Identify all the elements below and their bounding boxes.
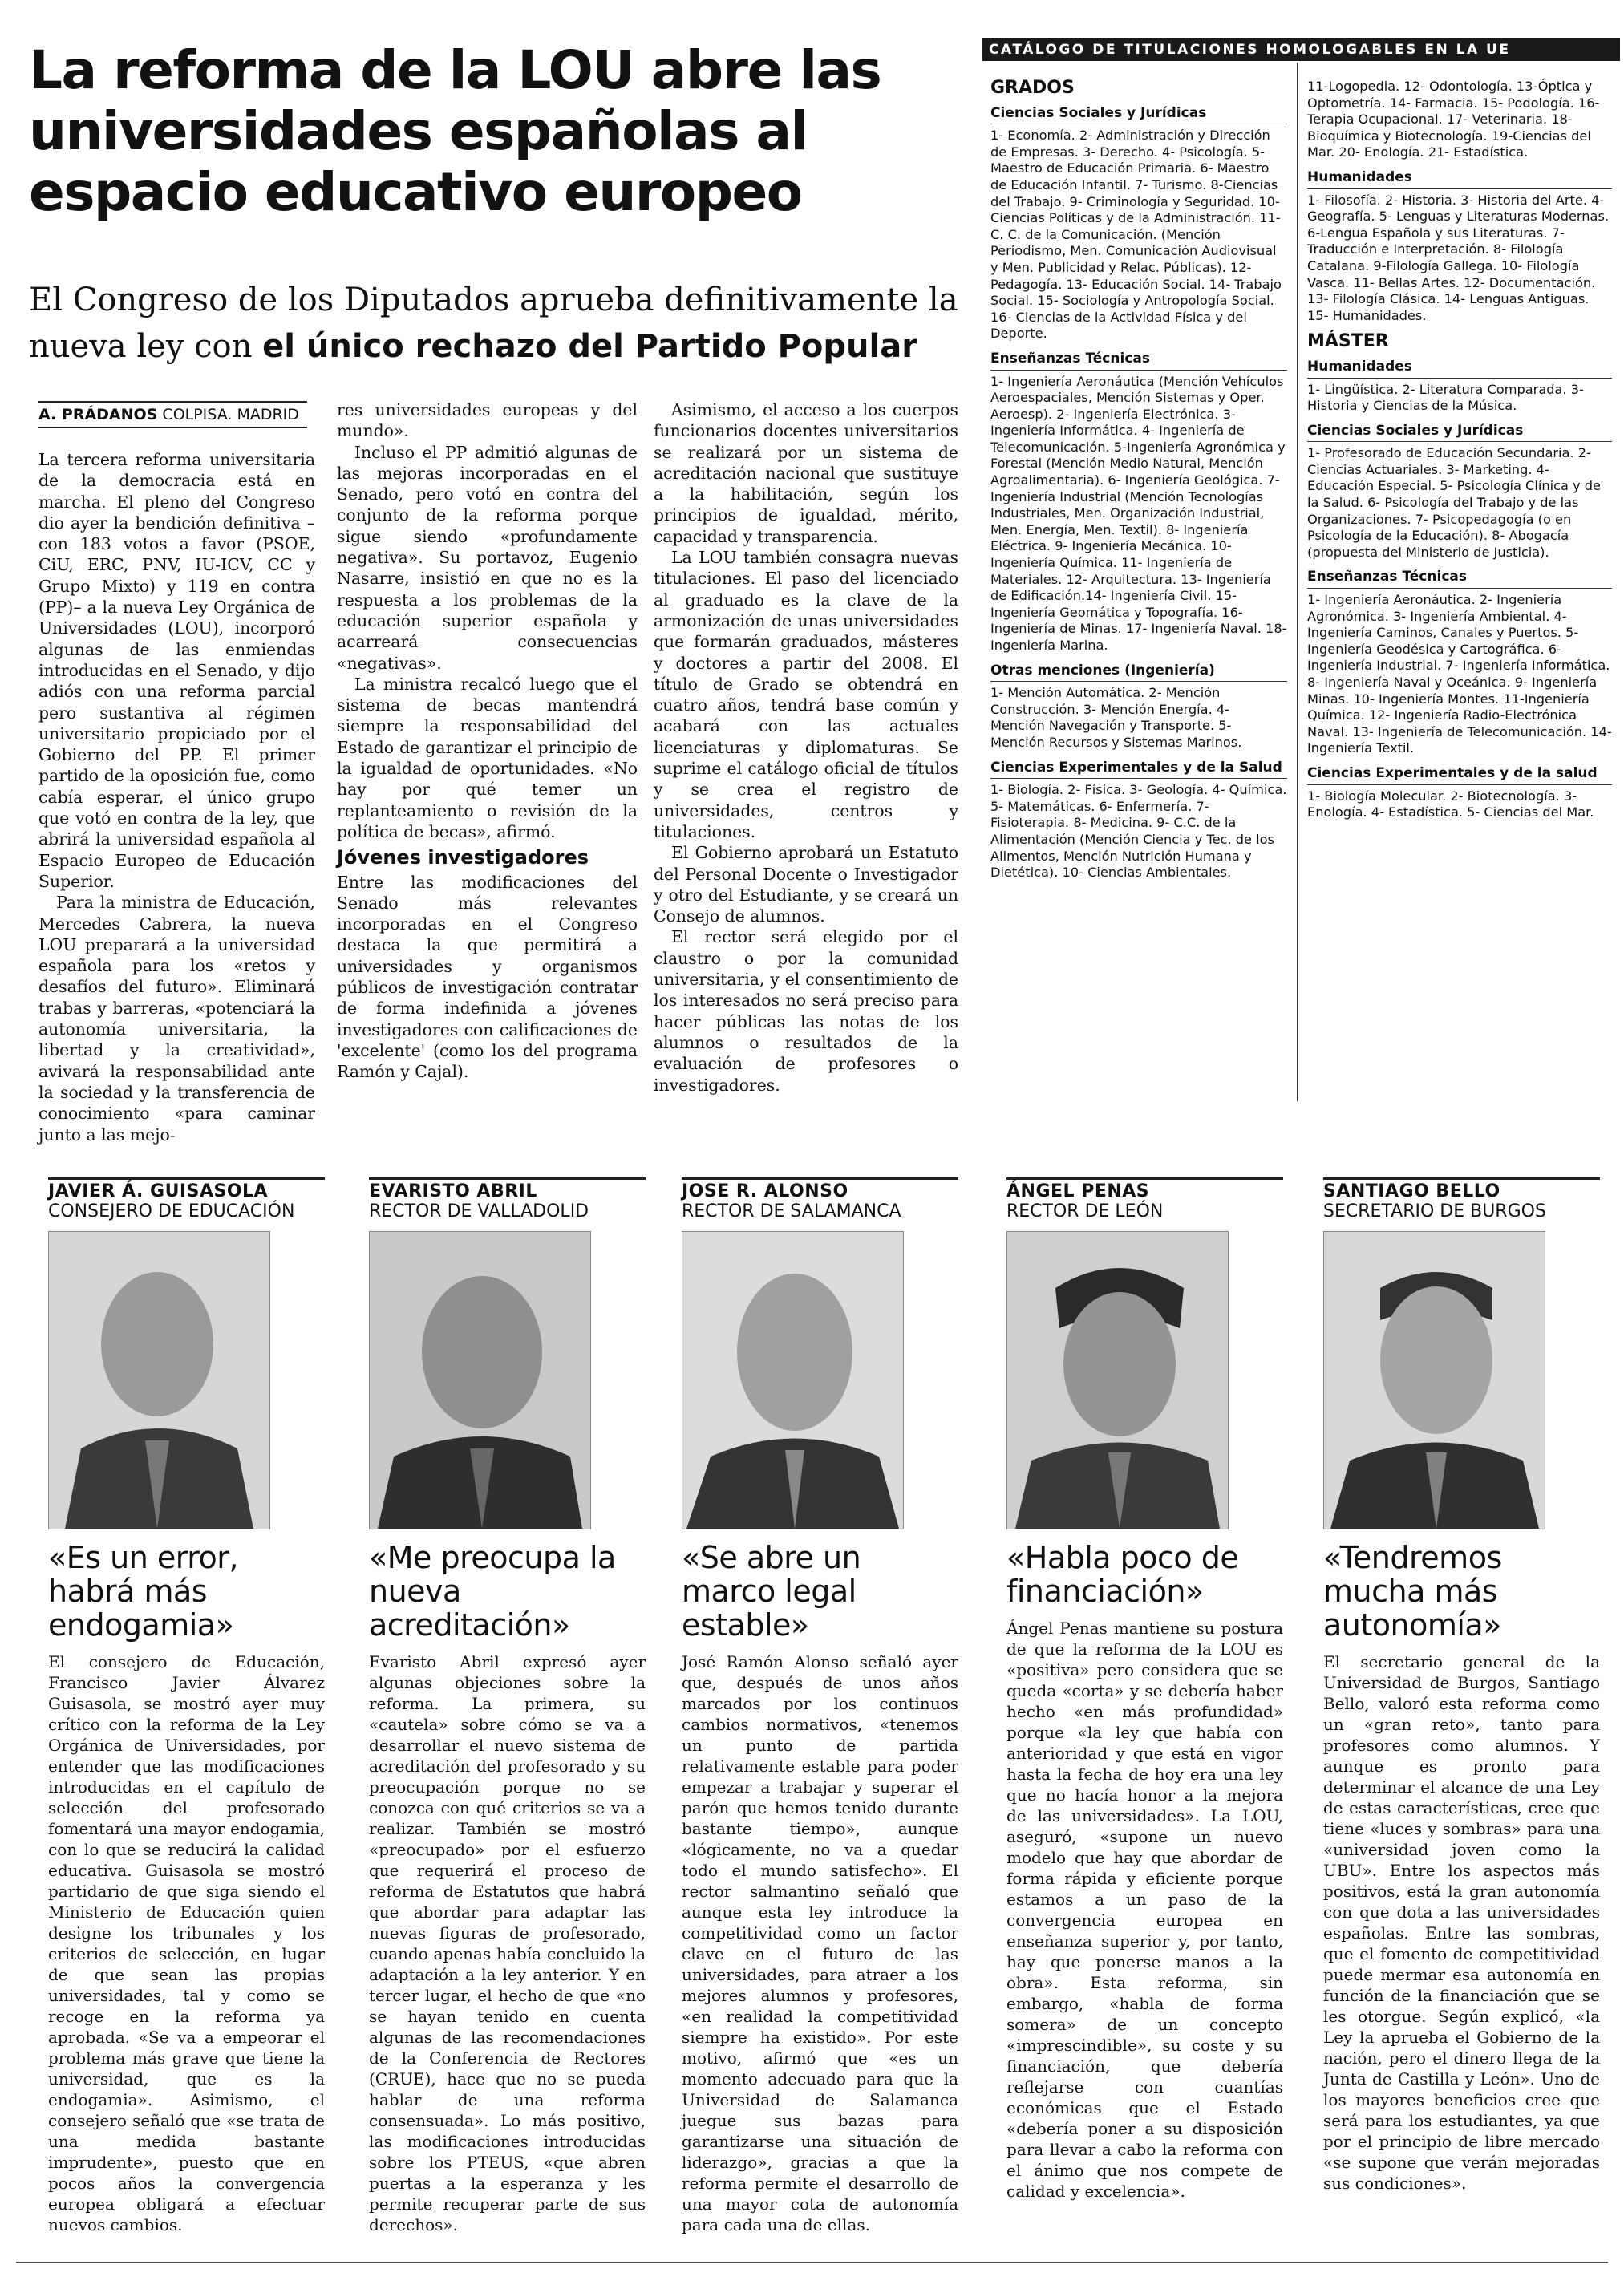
headline: La reforma de la LOU abre las universidades españolas al espacio educativo europeo bbox=[29, 39, 881, 223]
catalog-section-text: 1- Filosofía. 2- Historia. 3- Historia del Arte. 4- Geografía. 5- Lenguas y Literaturas Modernas. 6-Lengua Española y sus Literaturas. 7- Traducción e Interpretación. 8- Filología Catalana. 9-Filología Gallega. 10- Filología Vasca. 11- Bellas Artes. 12- Documentación. 13- Filología Clásica. 14- Lenguas Antiguas. 15- Humanidades. bbox=[1307, 192, 1610, 323]
catalog-grados-label: GRADOS bbox=[990, 78, 1075, 98]
portrait-photo bbox=[48, 1231, 270, 1529]
article-column-2 bbox=[337, 399, 638, 1083]
profile-alonso bbox=[682, 1177, 958, 2235]
profile-paragraph: El consejero de Educación, Francisco Javier Álvarez Guisasola, se mostró ayer muy crítico con la reforma de la Ley Orgánica de Universidades, por entender que las modificaciones introducidas en el capítulo de selección del profesorado fomentará una mayor endogamia, con lo que se reducirá la calidad educativa. Guisasola se mostró partidario de que siga siendo el Ministerio de Educación quien designe los tribunales y los criterios de selección, en lugar de que sean las propias universidades, tal y como se recoge en la reforma ya aprobada. «Se va a empeorar el problema más grave que tiene la universidad, que es la endogamia». Asimismo, el consejero señaló que «se trata de una medida bastante imprudente», puesto que en pocos años la convergencia europea obligará a efectuar nuevos cambios. bbox=[48, 1652, 325, 2234]
catalog-section-text: 1- Economía. 2- Administración y Dirección de Empresas. 3- Derecho. 4- Psicología. 5- Maestro de Educación Primaria. 6- Maestro de Educación Infantil. 7- Turismo. 8-Ciencias del Trabajo. 9- Criminología y Seguridad. 10- Ciencias Políticas y de la Administración. 11- C. C. de la Comunicación. (Mención Periodismo, Men. Comunicación Audiovisual y Men. Publicidad y Relac. Públicas). 12- Pedagogía. 13- Educación Social. 14- Trabajo Social. 15- Sociología y Antropología Social. 16- Ciencias de la Actividad Física y del Deporte. bbox=[990, 128, 1282, 342]
catalog-section-title: Ciencias Sociales y Jurídicas bbox=[1307, 423, 1612, 443]
article-paragraph: El rector será elegido por el claustro o por la comunidad universitaria, y el consentimiento de los interesados no será preciso para hacer públicas las notas de los alumnos o resultados de la evaluación de profesores o investigadores. bbox=[654, 927, 958, 1095]
catalog-section-text: 1- Ingeniería Aeronáutica. 2- Ingeniería Agronómica. 3- Ingeniería Ambiental. 4- Ingeniería Caminos, Canales y Puertos. 5- Ingeniería Geodésica y Cartográfica. 6- Ingeniería Industrial. 7- Ingeniería Informática. 8- Ingeniería Naval y Oceánica. 9- Ingeniería Minas. 10- Ingeniería Montes. 11-Ingeniería Química. 12- Ingeniería Radio-Electrónica Naval. 13- Ingeniería de Telecomunicación. 14- Ingeniería Textil. bbox=[1307, 592, 1612, 756]
portrait-photo bbox=[682, 1231, 904, 1529]
article-subheading: Jóvenes investigadores bbox=[337, 846, 589, 869]
catalog-sidebar bbox=[982, 38, 1620, 1101]
catalog-section bbox=[990, 105, 1287, 342]
profile-name: ÁNGEL PENAS bbox=[1006, 1177, 1283, 1201]
portrait-photo bbox=[369, 1231, 591, 1529]
article-paragraph: Entre las modificaciones del Senado más relevantes incorporadas en el Congreso destaca la que permitirá a universidades y organismos públicos de investigación contratar de forma indefinida a jóvenes investigadores con calificaciones de 'excelente' (como los del programa Ramón y Cajal). bbox=[337, 872, 638, 1082]
article-paragraph: Incluso el PP admitió algunas de las mejoras incorporadas en el Senado, pero votó en contra del conjunto de la reforma porque sigue siendo «profundamente negativa». Su portavoz, Eugenio Nasarre, insistió en que no es la respuesta a los problemas de la educación superior española y acarreará consecuencias «negativas». bbox=[337, 442, 638, 673]
profile-quote: «Es un error, habrá más endogamia» bbox=[48, 1540, 238, 1643]
profile-guisasola bbox=[48, 1177, 325, 2235]
catalog-section bbox=[1307, 169, 1612, 324]
catalog-divider bbox=[1297, 63, 1298, 1101]
catalog-section bbox=[1307, 423, 1612, 561]
catalog-section-text: 1- Biología. 2- Física. 3- Geología. 4- Química. 5- Matemáticas. 6- Enfermería. 7- Fisioterapia. 8- Medicina. 9- C.C. de la Alimentación (Mención Ciencia y Tec. de los Alimentos, Mención Nutrición Humana y Dietética). 10- Ciencias Ambientales. bbox=[990, 782, 1287, 881]
catalog-section-text: 1- Ingeniería Aeronáutica (Mención Vehículos Aeroespaciales, Mención Sistemas y Oper. Aeroesp). 2- Ingeniería Electrónica. 3-Ingeniería Informática. 4- Ingeniería de Telecomunicación. 5-Ingeniería Agronómica y Forestal (Mención Medio Natural, Mención Agroalimentaria). 6- Ingeniería Geológica. 7- Ingeniería Industrial (Mención Tecnologías Industriales, Men. Organización Industrial, Men. Energía, Men. Textil). 8- Ingeniería Eléctrica. 9- Ingeniería Mecánica. 10-Ingeniería Química. 11- Ingeniería de Materiales. 12- Arquitectura. 13- Ingeniería de Edificación.14- Ingeniería Civil. 15- Ingeniería Geomática y Topografía. 16- Ingeniería de Minas. 17- Ingeniería Naval. 18- Ingeniería Marina. bbox=[990, 373, 1287, 653]
profile-body bbox=[48, 1651, 325, 2235]
profile-bello bbox=[1323, 1177, 1600, 2194]
profile-quote: «Se abre un marco legal estable» bbox=[682, 1540, 861, 1643]
article-paragraph: Asimismo, el acceso a los cuerpos funcionarios docentes universitarios se realizará por un sistema de acreditación nacional que sustituye a la habilitación, según los principios de igualdad, mérito, capacidad y transparencia. bbox=[654, 400, 958, 546]
profile-title: RECTOR DE VALLADOLID bbox=[369, 1201, 589, 1222]
profile-penas bbox=[1006, 1177, 1283, 2202]
catalog-master-label: MÁSTER bbox=[1307, 331, 1389, 352]
catalog-section bbox=[1307, 569, 1612, 757]
catalog-section bbox=[990, 662, 1287, 752]
catalog-section-title: Enseñanzas Técnicas bbox=[1307, 569, 1612, 589]
byline bbox=[38, 401, 307, 428]
catalog-section bbox=[1307, 359, 1612, 415]
article-column-1 bbox=[38, 449, 315, 1145]
profile-title: RECTOR DE LEÓN bbox=[1006, 1201, 1164, 1222]
profile-name: JOSE R. ALONSO bbox=[682, 1177, 958, 1201]
profile-quote: «Tendremos mucha más autonomía» bbox=[1323, 1540, 1502, 1643]
profile-body bbox=[1323, 1651, 1600, 2194]
catalog-header: CATÁLOGO DE TITULACIONES HOMOLOGABLES EN LA UE bbox=[982, 38, 1620, 61]
profile-abril bbox=[369, 1177, 646, 2235]
article-paragraph: El Gobierno aprobará un Estatuto del Personal Docente o Investigador y otro del Estudiante, y se creará un Consejo de alumnos. bbox=[654, 843, 958, 926]
byline-author: A. PRÁDANOS bbox=[38, 406, 158, 423]
catalog-section-title: Ciencias Experimentales y de la Salud bbox=[990, 760, 1287, 780]
subheadline-regular: El Congreso de los Diputados aprueba definitivamente la nueva ley con bbox=[29, 282, 958, 365]
catalog-section-text: 1- Mención Automática. 2- Mención Construcción. 3- Mención Energía. 4- Mención Navegación y Transporte. 5- Mención Recursos y Sistemas Marinos. bbox=[990, 685, 1242, 750]
profile-paragraph: José Ramón Alonso señaló ayer que, después de unos años marcados por los continuos cambios normativos, «tenemos un punto de partida relativamente estable para poder empezar a trabajar y superar el parón que hemos tenido durante bastante tiempo», aunque «lógicamente, no va a quedar todo el mundo satisfecho». El rector salmantino señaló que aunque esta ley introduce la competitividad como un factor clave en el futuro de las universidades, para atraer a los mejores alumnos y profesores, «en realidad la competitividad siempre ha existido». Por este motivo, afirmó que «es un momento adecuado para que la Universidad de Salamanca juegue sus bazas para garantizarse una situación de liderazgo», gracias a que la reforma permite el desarrollo de una mayor cota de autonomía para cada una de ellas. bbox=[682, 1652, 958, 2234]
catalog-column-1 bbox=[990, 78, 1287, 886]
profile-name: SANTIAGO BELLO bbox=[1323, 1177, 1600, 1201]
catalog-section-text: 1- Biología Molecular. 2- Biotecnología. 3- Enología. 4- Estadística. 5- Ciencias del Mar. bbox=[1307, 788, 1594, 820]
profile-name: JAVIER Á. GUISASOLA bbox=[48, 1177, 325, 1201]
article-paragraph: Para la ministra de Educación, Mercedes Cabrera, la nueva LOU preparará a la universidad española para los «retos y desafíos del futuro». Eliminará trabas y barreras, «potenciará la autonomía universitaria, la libertad y la creatividad», avivará la responsabilidad ante la sociedad y la transferencia de conocimiento «para caminar junto a las mejo- bbox=[38, 893, 315, 1145]
profile-name: EVARISTO ABRIL bbox=[369, 1177, 646, 1201]
profile-title: CONSEJERO DE EDUCACIÓN bbox=[48, 1201, 295, 1222]
catalog-section bbox=[990, 350, 1287, 654]
catalog-section-title: Ciencias Experimentales y de la salud bbox=[1307, 765, 1612, 785]
catalog-section-title: Otras menciones (Ingeniería) bbox=[990, 662, 1287, 683]
catalog-section-title: Ciencias Sociales y Jurídicas bbox=[990, 105, 1287, 125]
portrait-photo bbox=[1323, 1231, 1545, 1529]
bottom-rule bbox=[16, 2262, 1608, 2263]
catalog-section-title: Enseñanzas Técnicas bbox=[990, 350, 1287, 371]
byline-source: COLPISA. MADRID bbox=[162, 406, 299, 423]
article-paragraph: La ministra recalcó luego que el sistema de becas mantendrá siempre la responsabilidad del Estado de garantizar el principio de la igualdad de oportunidades. «No hay por qué temer un replanteamiento o revisión de la política de becas», afirmó. bbox=[337, 674, 638, 841]
article-paragraph: La LOU también consagra nuevas titulaciones. El paso del licenciado al graduado es la clave de la armonización de unas universidades que formarán graduados, másteres y doctores a partir del 2008. El título de Grado se obtendrá en cuatro años, tendrá base común y acabará con las actuales licenciaturas y diplomaturas. Se suprime el catálogo oficial de títulos y se crea el registro de universidades, centros y titulaciones. bbox=[654, 548, 958, 841]
portrait-photo bbox=[1006, 1231, 1229, 1529]
profile-title: RECTOR DE SALAMANCA bbox=[682, 1201, 901, 1222]
profile-paragraph: Ángel Penas mantiene su postura de que la reforma de la LOU es «positiva» pero considera que se queda «corta» y se debería haber hecho «en más profundidad» porque «la ley que había con anterioridad y que está en vigor hasta la fecha de hoy era una ley que no hacía honor a la mejora de las universidades». La LOU, aseguró, «supone un nuevo modelo que hay que abordar de forma rápida y eficiente porque estamos a un paso de la convergencia europea en enseñanza superior y, por tanto, hay que ponerse manos a la obra». Esta reforma, sin embargo, «habla de forma somera» de un concepto «imprescindible», su coste y su financiación, que debería reflejarse con cuantías económicas que el Estado «debería poner a su disposición para llevar a cabo la reforma con el ánimo que nos compete de calidad y excelencia». bbox=[1006, 1619, 1283, 2201]
catalog-section-text: 1- Profesorado de Educación Secundaria. 2- Ciencias Actuariales. 3- Marketing. 4- Educación Especial. 5- Psicología Clínica y de la Salud. 6- Psicología del Trabajo y de las Organizaciones. 7- Psicopedagogía (o en Psicología de la Educación). 8- Abogacía (propuesta del Ministerio de Justicia). bbox=[1307, 445, 1602, 560]
catalog-section-text: 1- Lingüística. 2- Literatura Comparada. 3- Historia y Ciencias de la Música. bbox=[1307, 381, 1584, 414]
profile-title: SECRETARIO DE BURGOS bbox=[1323, 1201, 1546, 1222]
profile-quote: «Me preocupa la nueva acreditación» bbox=[369, 1540, 616, 1643]
subheadline bbox=[29, 277, 959, 370]
catalog-section bbox=[990, 760, 1287, 881]
profile-paragraph: El secretario general de la Universidad de Burgos, Santiago Bello, valoró esta reforma como un «gran reto», tanto para profesores como alumnos. Y aunque es pronto para determinar el alcance de una Ley de estas características, cree que tiene «luces y sombras» para una «universidad joven como la UBU». Entre los aspectos más positivos, está la gran autonomía con que dota a las universidades españolas. Entre las sombras, que el fomento de competitividad puede mermar esa autonomía en función de la financiación que se les otorgue. Según explicó, «la Ley la aprueba el Gobierno de la nación, pero el dinero llega de la Junta de Castilla y León». Uno de los mayores beneficios cree que será para los estudiantes, ya que por el principio de libre mercado «se supone que verán mejoradas sus condiciones». bbox=[1323, 1652, 1600, 2193]
subheadline-bold: el único rechazo del Partido Popular bbox=[262, 328, 917, 365]
profile-body bbox=[369, 1651, 646, 2235]
catalog-section-title: Humanidades bbox=[1307, 359, 1612, 379]
catalog-column-2 bbox=[1307, 79, 1612, 826]
profile-paragraph: Evaristo Abril expresó ayer algunas objeciones sobre la reforma. La primera, su «cautela» sobre cómo se va a desarrollar el nuevo sistema de acreditación del profesorado y su preocupación porque no se conozca con qué criterios se va a realizar. También se mostró «preocupado» por el esfuerzo que requerirá el proceso de reforma de Estatutos que habrá que abordar para adaptar las nuevas figuras de profesorado, cuando apenas había concluido la adaptación a la ley anterior. Y en tercer lugar, el hecho de que «no se hayan tenido en cuenta algunas de las recomendaciones de la Conferencia de Rectores (CRUE), hace que no se pueda hablar de una reforma consensuada». Lo más positivo, las modificaciones introducidas sobre los PTEUS, «que abren puertas a la esperanza y les permite recuperar parte de sus derechos». bbox=[369, 1652, 646, 2234]
article-paragraph: La tercera reforma universitaria de la democracia está en marcha. El pleno del Congreso dio ayer la bendición definitiva –con 183 votos a favor (PSOE, CiU, ERC, PNV, IU-ICV, CC y Grupo Mixto) y 119 en contra (PP)– a la nueva Ley Orgánica de Universidades (LOU), incorporó algunas de las enmiendas introducidas en el Senado, y dijo adiós con una reforma parcial pero sustantiva al régimen universitario propiciado por el Gobierno del PP. El primer partido de la oposición fue, como cabía esperar, el único grupo que votó en contra de la ley, que abrirá la universidad española al Espacio Europeo de Educación Superior. bbox=[38, 450, 315, 891]
profile-body bbox=[1006, 1618, 1283, 2202]
profile-quote: «Habla poco de financiación» bbox=[1006, 1540, 1239, 1609]
article-column-3 bbox=[654, 399, 958, 1096]
catalog-section-text: 11-Logopedia. 12- Odontología. 13-Óptica y Optometría. 14- Farmacia. 15- Podología. 16- Terapia Ocupacional. 17- Veterinaria. 18- Bioquímica y Biotecnología. 19-Ciencias del Mar. 20- Enología. 21- Estadística. bbox=[1307, 79, 1600, 160]
article-paragraph: res universidades europeas y del mundo». bbox=[337, 400, 638, 441]
catalog-section bbox=[1307, 765, 1612, 821]
catalog-section-title: Humanidades bbox=[1307, 169, 1612, 189]
profile-body bbox=[682, 1651, 958, 2235]
